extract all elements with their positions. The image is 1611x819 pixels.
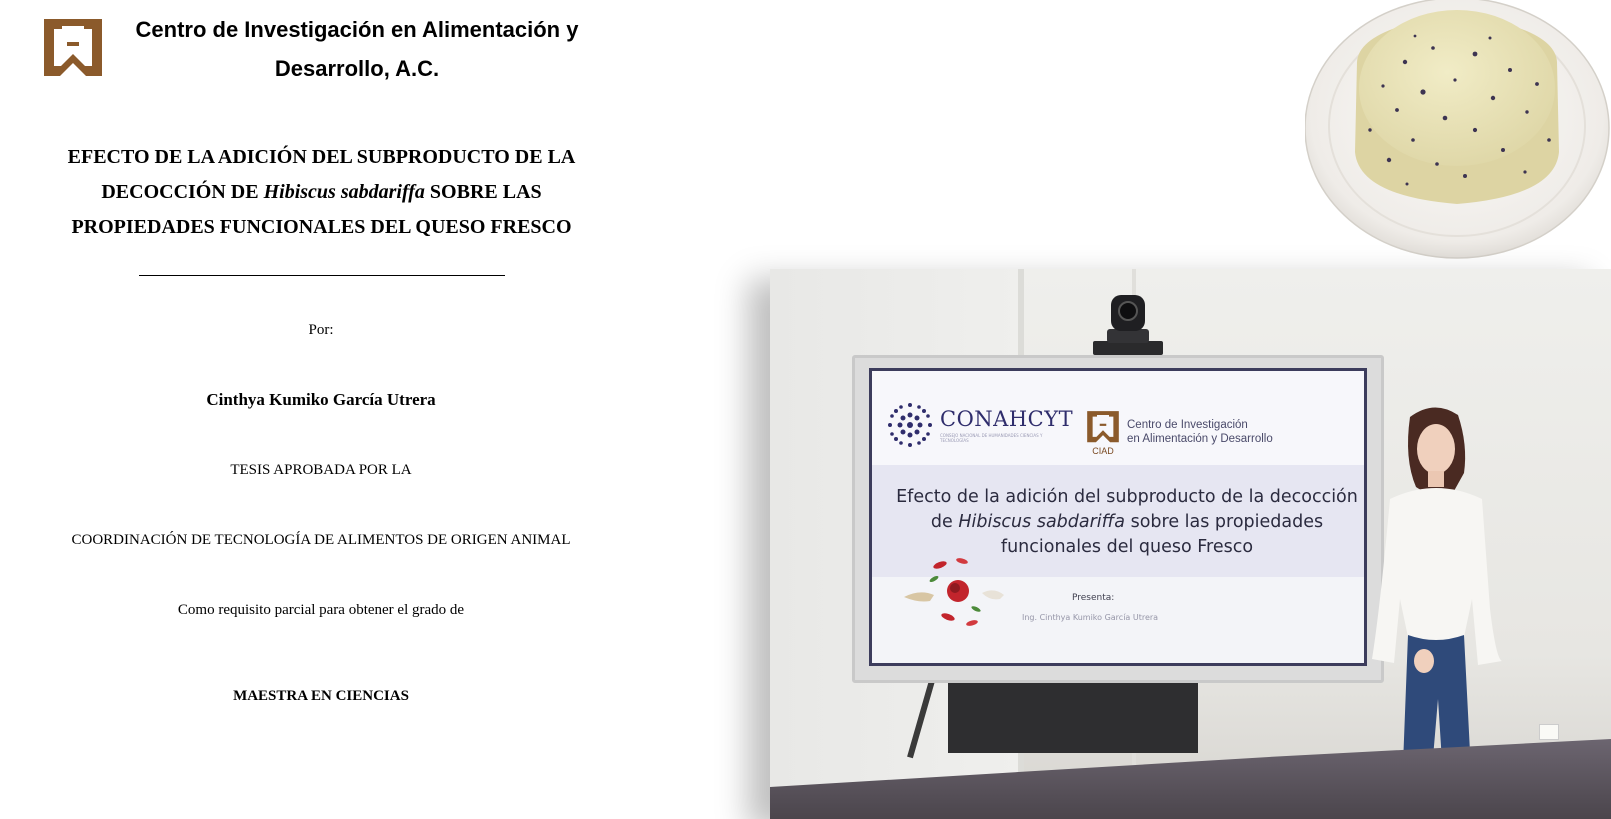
coordination-name: COORDINACIÓN DE TECNOLOGÍA DE ALIMENTOS DE ORIGEN ANIMAL: [71, 532, 571, 548]
presentation-photo: [770, 269, 1611, 819]
hibiscus-illustration-icon: [900, 553, 1010, 635]
slide-title-part2: sobre las propiedades funcionales del queso Fresco: [1000, 512, 1324, 557]
cheese-illustration: [1305, 0, 1611, 262]
degree-name: MAESTRA EN CIENCIAS: [233, 688, 409, 704]
by-label: Por:: [308, 322, 334, 338]
title-divider: [139, 275, 505, 276]
conference-camera-icon: [1089, 289, 1167, 357]
tv-display: [852, 355, 1384, 683]
conahcyt-logo-icon: [886, 401, 934, 449]
ciad-logo-icon: [40, 16, 106, 80]
slide-conahcyt-subtitle: CONSEJO NACIONAL DE HUMANIDADES CIENCIAS Y TECNOLOGÍAS: [940, 433, 1043, 443]
slide-presenter-name: Ing. Cinthya Kumiko García Utrera: [1022, 613, 1159, 622]
institution-name-line1: Centro de Investigación en Alimentación y: [135, 17, 579, 42]
tv-stand: [948, 683, 1198, 753]
slide-ciad-tag: CIAD: [1092, 446, 1114, 456]
slide-ciad-name: [1127, 418, 1273, 446]
slide-ciad-line2: en Alimentación y Desarrollo: [1127, 433, 1273, 445]
slide-title-species: Hibiscus sabdariffa: [958, 512, 1126, 532]
slide-conahcyt-name: CONAHCYT: [940, 407, 1074, 431]
thesis-title-part2: SOBRE LAS PROPIEDADES FUNCIONALES DEL QUESO FRESCO: [71, 181, 572, 238]
approved-label: TESIS APROBADA POR LA: [230, 462, 412, 478]
institution-name: [112, 10, 602, 88]
slide-ciad-line1: Centro de Investigación: [1127, 419, 1248, 431]
thesis-title-part1: EFECTO DE LA ADICIÓN DEL SUBPRODUCTO DE LA DECOCCIÓN DE: [67, 146, 576, 203]
thesis-title-species: Hibiscus sabdariffa: [263, 181, 425, 203]
requirement-text: Como requisito parcial para obtener el grado de: [177, 602, 465, 618]
cheese-photo: [1305, 0, 1611, 262]
author-name: Cinthya Kumiko García Utrera: [206, 390, 436, 409]
institution-name-line2: Desarrollo, A.C.: [274, 56, 440, 81]
slide-presenta-label: Presenta:: [1072, 593, 1115, 603]
slide-ciad-logo-icon: [1085, 409, 1121, 445]
slide-title: [888, 485, 1366, 560]
presentation-slide: [869, 368, 1367, 666]
slide-title-part1: Efecto de la adición del subproducto de la decocción de: [896, 487, 1358, 532]
wall-outlet: [1539, 724, 1559, 740]
thesis-title: [44, 140, 599, 245]
